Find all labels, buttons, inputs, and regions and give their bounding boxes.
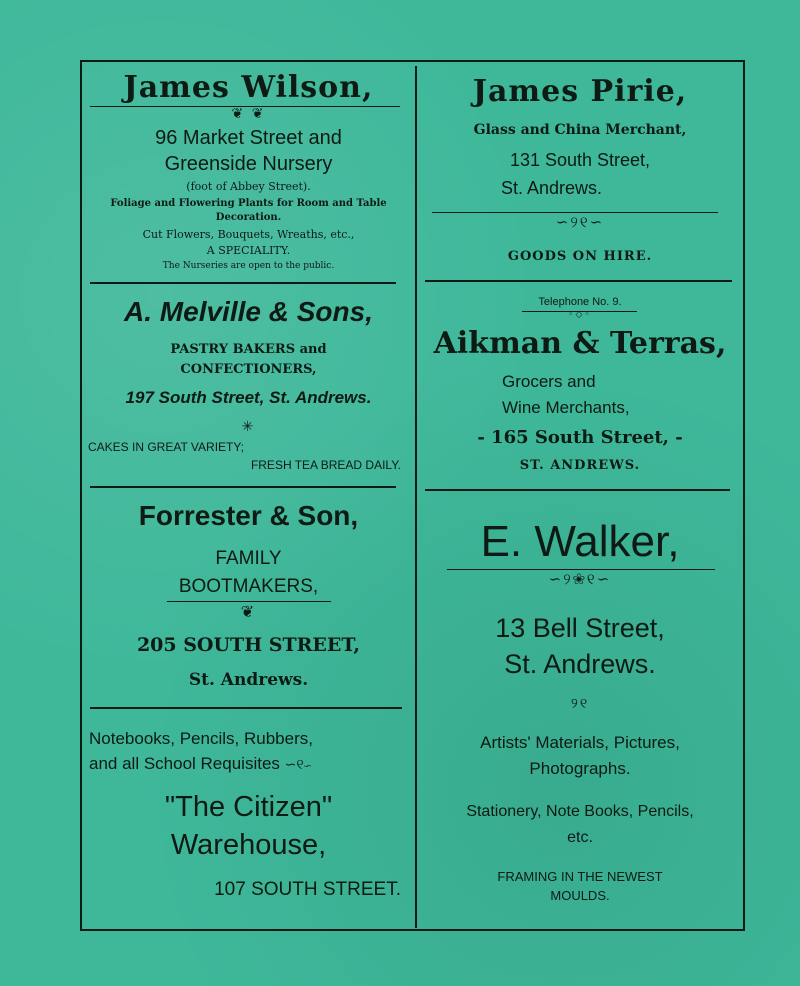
ad-line: Warehouse, [170,829,327,861]
ad-line: 131 South Street, [509,150,651,170]
address-line: 96 Market Street and [155,127,342,149]
section-divider [425,489,730,491]
ad-melville [82,286,415,486]
ad-line: FRESH TEA BREAD DAILY. [250,458,401,472]
ad-address: 107 SOUTH STREET. [214,879,401,900]
ad-e-walker [417,493,743,929]
ad-aikman-terras [417,284,743,488]
ornament: ∽୨୧∽ [555,213,605,231]
ad-line: etc. [567,829,593,846]
note-line: The Nurseries are open to the public. [162,261,335,271]
section-divider [90,707,402,709]
ad-line: ST. ANDREWS. [519,458,641,473]
ad-title: E. Walker, [480,517,680,566]
ad-line: MOULDS. [550,888,610,903]
ad-address: 197 South Street, St. Andrews. [125,388,372,407]
ad-address: 205 SOUTH STREET, [136,634,361,656]
ad-line [89,754,415,774]
ad-forrester [82,490,415,708]
ad-title: Aikman & Terras, [433,326,727,361]
ad-line: FAMILY [215,548,282,569]
ad-line: Glass and China Merchant, [473,122,687,138]
ornament: ❦ ❦ [231,106,266,122]
ad-line: Notebooks, Pencils, Rubbers, [89,729,313,748]
telephone: Telephone No. 9. [538,296,622,308]
note-line: Cut Flowers, Bouquets, Wreaths, etc., [142,228,355,241]
ornament: ∽୧∽ [284,756,312,772]
ad-line: St. Andrews. [501,178,603,198]
ad-address: 13 Bell Street, [495,613,665,643]
ornament: ∽୨❀୧∽ [548,570,612,588]
ad-line: CONFECTIONERS, [180,362,317,377]
ad-address: - 165 South Street, - [477,427,683,448]
ad-line: CAKES IN GREAT VARIETY; [88,440,244,454]
ad-line: PASTRY BAKERS and [170,342,327,357]
ad-line: Grocers and [502,372,596,391]
ad-line: Stationery, Note Books, Pencils, [466,803,694,820]
ad-title: Forrester & Son, [138,500,359,531]
ad-line: Artists' Materials, Pictures, [480,733,680,752]
ornament: ✳ [241,419,256,435]
ad-james-wilson [82,62,415,284]
note-line: Decoration. [215,212,282,223]
ad-title: James Pirie, [472,74,688,109]
section-divider [90,486,396,488]
section-divider [425,280,732,282]
ad-line: BOOTMAKERS, [178,576,319,597]
note-line: A SPECIALITY. [206,244,291,257]
note-line: Foliage and Flowering Plants for Room and Table [110,198,387,209]
ad-line: FRAMING IN THE NEWEST [497,869,663,884]
ad-line: Photographs. [529,759,631,778]
ad-line: Wine Merchants, [502,398,630,417]
ad-title: A. Melville & Sons, [124,296,373,327]
ad-title: "The Citizen" [164,791,333,823]
section-divider [90,282,396,284]
ornament: ◦◇◦ [568,310,592,320]
ad-title: James Wilson, [123,70,374,105]
ad-line: St. Andrews. [188,670,309,690]
note-line: (foot of Abbey Street). [186,180,311,193]
ad-citizen [82,711,415,929]
address-line: Greenside Nursery [164,153,333,175]
ad-line: GOODS ON HIRE. [507,249,653,264]
ornament: ୨୧ [570,696,590,712]
ad-address: St. Andrews. [504,649,656,679]
ornament: ❦ [240,602,257,621]
ad-line-text: and all School Requisites [89,754,280,773]
ad-james-pirie [417,62,743,280]
